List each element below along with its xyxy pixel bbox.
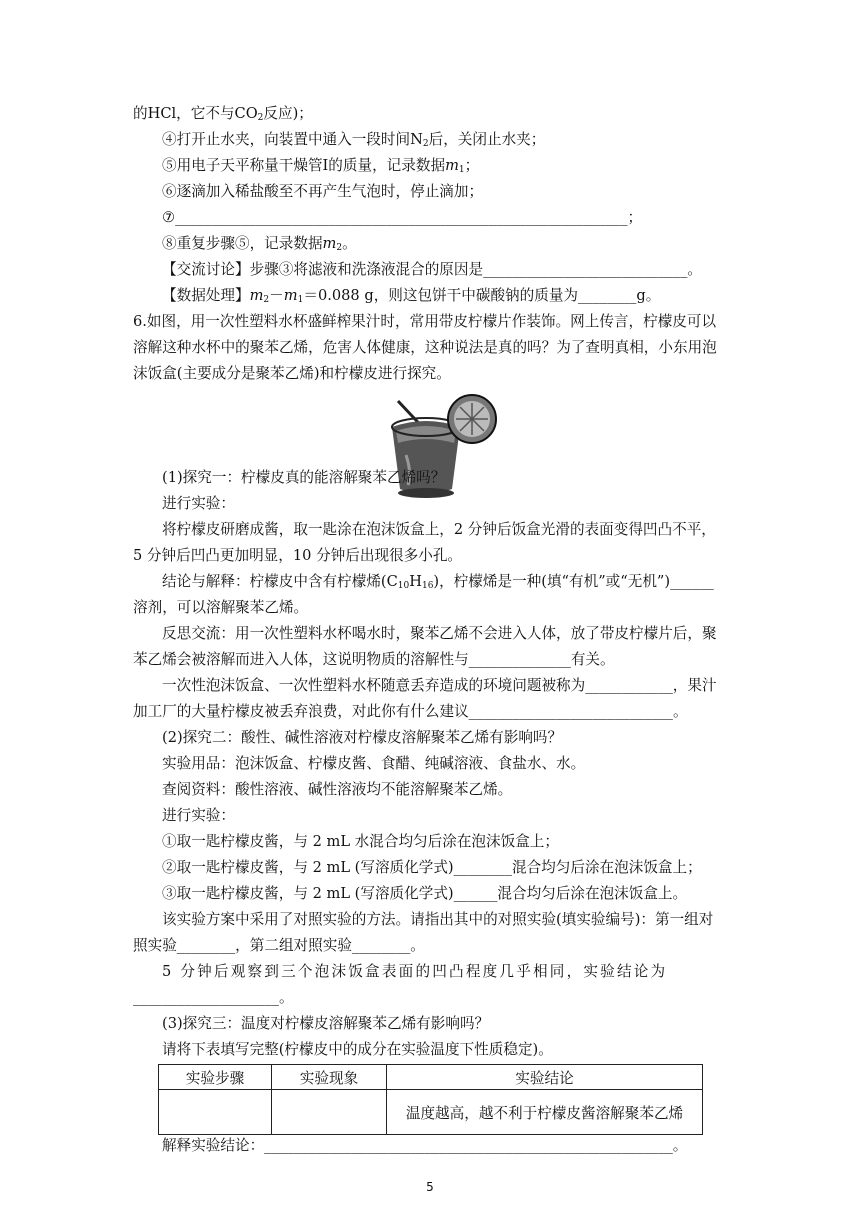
- table-header-cell: 实验结论: [387, 1065, 703, 1090]
- text-line: 将柠檬皮研磨成酱，取一匙涂在泡沫饭盒上，2 分钟后饭盒光滑的表面变得凹凸不平，: [162, 521, 716, 538]
- experiment-step-3: ③取一匙柠檬皮酱，与 2 mL (写溶质化学式)______混合均匀后涂在泡沫饭盒上。: [162, 885, 688, 902]
- conclusion-line: 结论与解释：柠檬皮中含有柠檬烯$(C_{10}H_{16})$，柠檬烯是一种(填“有机”或“无机”)______: [162, 573, 714, 591]
- discussion-line: 【交流讨论】步骤③将滤液和洗涤液混合的原因是____________________________。: [162, 261, 702, 278]
- text-line: 进行实验：: [162, 495, 235, 512]
- step-8: ⑧重复步骤⑤，记录数据$m_2$。: [162, 235, 357, 253]
- table-cell-conclusion: 温度越高，越不利于柠檬皮酱溶解聚苯乙烯: [387, 1090, 703, 1135]
- table-header-row: [159, 1065, 703, 1090]
- text-line: 请将下表填写完整(柠檬皮中的成分在实验温度下性质稳定)。: [162, 1041, 553, 1058]
- explanation-line: 解释实验结论：________________________________________________________。: [162, 1137, 688, 1154]
- text-line: 实验用品：泡沫饭盒、柠檬皮酱、食醋、纯碱溶液、食盐水、水。: [162, 755, 586, 772]
- text-line: 照实验________，第二组对照实验________。: [133, 937, 425, 954]
- text-line: 的HCl，它不与$CO_2$反应)；: [133, 105, 313, 123]
- text-line: 5 分钟后凹凸更加明显，10 分钟后出现很多小孔。: [133, 547, 463, 564]
- text-line: 溶解这种水杯中的聚苯乙烯，危害人体健康，这种说法是真的吗？为了查明真相，小东用泡: [133, 339, 717, 356]
- text-line: 苯乙烯会被溶解而进入人体，这说明物质的溶解性与______________有关。: [133, 651, 615, 668]
- page-number: 5: [426, 1180, 434, 1194]
- table-header-cell: 实验步骤: [159, 1065, 272, 1090]
- table-cell-phenomenon[interactable]: [272, 1090, 387, 1135]
- text-line: 溶剂，可以溶解聚苯乙烯。: [133, 599, 309, 616]
- text-line: 该实验方案中采用了对照实验的方法。请指出其中的对照实验(填实验编号)：第一组对: [162, 911, 714, 928]
- step-5: ⑤用电子天平称量干燥管Ⅰ的质量，记录数据$m_1$；: [162, 157, 480, 175]
- text-line: 查阅资料：酸性溶液、碱性溶液均不能溶解聚苯乙烯。: [162, 781, 513, 798]
- inquiry-1-title: (1)探究一：柠檬皮真的能溶解聚苯乙烯吗？: [162, 469, 446, 486]
- text-line: 沫饭盒(主要成分是聚苯乙烯)和柠檬皮进行探究。: [133, 365, 451, 382]
- question-6-intro: 6.如图，用一次性塑料水杯盛鲜榨果汁时，常用带皮柠檬片作装饰。网上传言，柠檬皮可以: [133, 313, 717, 330]
- step-4: ④打开止水夹，向装置中通入一段时间$N_2$后，关闭止水夹；: [162, 131, 546, 149]
- inquiry-3-title: (3)探究三：温度对柠檬皮溶解聚苯乙烯有影响吗？: [162, 1015, 490, 1032]
- experiment-step-1: ①取一匙柠檬皮酱，与 2 mL 水混合均匀后涂在泡沫饭盒上；: [162, 833, 559, 850]
- step-6: ⑥逐滴加入稀盐酸至不再产生气泡时，停止滴加；: [162, 183, 484, 200]
- step-7: ⑦______________________________________________________________；: [162, 209, 643, 226]
- table-cell-steps[interactable]: [159, 1090, 272, 1135]
- table-header-cell: 实验现象: [272, 1065, 387, 1090]
- experiment-step-2: ②取一匙柠檬皮酱，与 2 mL (写溶质化学式)________混合均匀后涂在泡沫饭盒上；: [162, 859, 702, 876]
- text-line: 进行实验：: [162, 807, 235, 824]
- text-line: 一次性泡沫饭盒、一次性塑料水杯随意丢弃造成的环境问题被称为____________，果汁: [162, 677, 717, 694]
- data-processing-line: 【数据处理】$m_2-m_1=0.088$ g，则这包饼干中碳酸钠的质量为________g。: [162, 287, 661, 305]
- text-line: 加工厂的大量柠檬皮被丢弃浪费，对此你有什么建议____________________________。: [133, 703, 688, 720]
- text-line: ____________________。: [133, 989, 294, 1006]
- reflection-line: 反思交流：用一次性塑料水杯喝水时，聚苯乙烯不会进入人体，放了带皮柠檬片后，聚: [162, 625, 717, 642]
- table-row: [159, 1090, 703, 1135]
- inquiry-2-title: (2)探究二：酸性、碱性溶液对柠檬皮溶解聚苯乙烯有影响吗？: [162, 729, 563, 746]
- text-line: 5 分钟后观察到三个泡沫饭盒表面的凹凸程度几乎相同，实验结论为: [162, 963, 668, 980]
- experiment-table: [158, 1064, 703, 1135]
